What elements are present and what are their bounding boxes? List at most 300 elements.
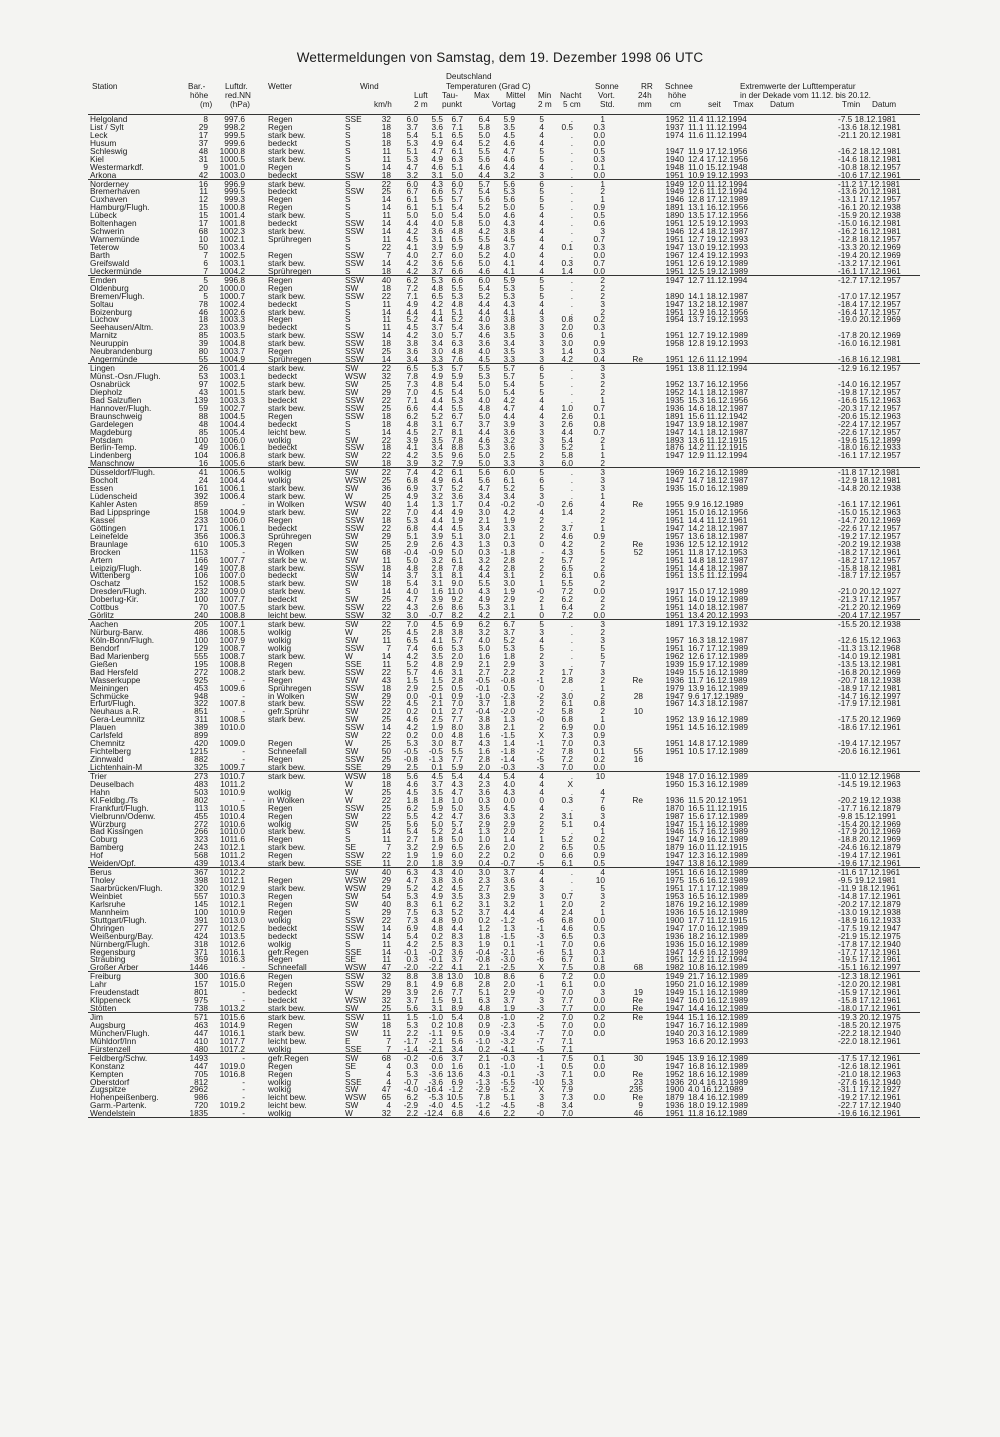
cell-wind-dir: SSW: [345, 602, 364, 613]
cell-rr: 0.0: [593, 129, 605, 140]
cell-wind-dir: SSW: [345, 346, 364, 357]
cell-rr: 2: [600, 690, 605, 701]
cell-temp-max: 6.8: [451, 1108, 463, 1119]
cell-bar-hoehe: 389: [194, 722, 208, 733]
cell-tmin: -20.3 17.12.1957: [838, 402, 901, 413]
cell-luftdruck: 1007.8: [219, 698, 245, 709]
cell-sonne: 2.6: [561, 418, 573, 429]
cell-temp-mittel: 4.3: [478, 738, 490, 749]
cell-tmax: 19.2 16.12.1989: [688, 898, 748, 909]
cell-wetter: stark bew.: [268, 402, 306, 413]
cell-temp-nacht: 2: [539, 514, 544, 525]
cell-tmax: 11.5 20.12.1951: [688, 794, 748, 805]
cell-temp-luft: 5.3: [406, 738, 418, 749]
cell-wind-dir: SSE: [345, 761, 362, 772]
cell-station: Zugspitze: [90, 1084, 126, 1095]
cell-wind-dir: S: [345, 121, 351, 132]
cell-tmin: -13.2 17.12.1961: [838, 257, 901, 268]
cell-station: Freiburg: [90, 971, 121, 982]
cell-sonne: 7.1: [561, 1068, 573, 1079]
cell-tmax: 15.0 16.12.1989: [688, 938, 748, 949]
cell-rr: 2: [600, 562, 605, 573]
cell-station: Mühldorf/Inn: [90, 1035, 137, 1046]
cell-bar-hoehe: 480: [194, 1043, 208, 1054]
cell-rr: 0.1: [593, 161, 605, 172]
cell-wind-speed: 14: [381, 826, 391, 837]
cell-temp-mittel: 0.2: [478, 914, 490, 925]
cell-temp-min: 0.1: [503, 938, 515, 949]
cell-temp-min: 2.2: [503, 666, 515, 677]
cell-sonne: 7.0: [561, 1027, 573, 1038]
cell-sonne: 0.8: [561, 314, 573, 325]
header-2m-b: 2 m: [538, 100, 552, 109]
cell-luftdruck: 1008.5: [219, 578, 245, 589]
cell-temp-min: 8.6: [503, 971, 515, 982]
cell-temp-nacht: 5: [539, 194, 544, 205]
cell-rr: 0.4: [593, 818, 605, 829]
cell-temp-nacht: 5: [539, 386, 544, 397]
cell-temp-nacht: 2: [539, 530, 544, 541]
cell-wind-speed: 14: [381, 650, 391, 661]
cell-wind-speed: 47: [381, 1084, 391, 1095]
cell-bar-hoehe: 42: [198, 169, 208, 180]
cell-temp-min: 3.3: [503, 522, 515, 533]
cell-wind-speed: 18: [381, 129, 391, 140]
cell-temp-min: 4.7: [503, 145, 515, 156]
cell-temp-luft: 4.6: [406, 714, 418, 725]
cell-tmax: 12.6 19.12.1989: [688, 257, 748, 268]
cell-wetter: Regen: [268, 1060, 293, 1071]
cell-wind-speed: 11: [382, 234, 391, 245]
cell-luftdruck: 1017.7: [219, 1035, 245, 1046]
cell-wind-speed: 22: [381, 698, 391, 709]
cell-wind-dir: S: [345, 178, 351, 189]
cell-temp-luft: 5.5: [406, 810, 418, 821]
cell-wetter: bedeckt: [268, 570, 298, 581]
cell-taupunkt: 3.9: [431, 530, 443, 541]
cell-temp-luft: 6.3: [406, 867, 418, 878]
cell-wind-speed: 11: [382, 314, 391, 325]
cell-temp-mittel: 0.3: [478, 794, 490, 805]
cell-temp-min: 3.6: [503, 442, 515, 453]
cell-taupunkt: 5.3: [431, 274, 443, 285]
cell-taupunkt: 4.2: [431, 883, 443, 893]
cell-luftdruck: 1002.5: [219, 249, 245, 260]
cell-wetter: Regen: [268, 346, 293, 357]
cell-taupunkt: -5.3: [428, 1092, 443, 1103]
cell-temp-max: 4.8: [451, 226, 463, 237]
cell-temp-mittel: 3.7: [478, 418, 490, 429]
cell-rr: 1: [600, 682, 605, 693]
cell-temp-min: 3.7: [503, 242, 515, 252]
cell-temp-mittel: 5.0: [478, 410, 490, 421]
cell-wind-dir: W: [345, 987, 353, 998]
cell-wind-dir: SSW: [345, 922, 364, 933]
cell-temp-luft: 1.4: [406, 499, 418, 509]
cell-sonne: 7.0: [561, 738, 573, 749]
cell-wind-speed: 22: [381, 619, 391, 630]
cell-wetter: Regen: [268, 971, 293, 982]
cell-temp-max: 8.3: [451, 938, 463, 949]
cell-wind-speed: 11: [382, 658, 391, 669]
cell-temp-max: 5.9: [451, 761, 463, 772]
cell-temp-nacht: 2: [539, 650, 544, 661]
cell-seit: 1952: [665, 1068, 684, 1079]
cell-sonne: .: [570, 274, 573, 285]
cell-temp-min: 4.0: [503, 778, 515, 789]
cell-tmax: 16.6 16.12.1989: [688, 867, 748, 878]
cell-wind-dir: SSE: [345, 858, 362, 869]
cell-temp-mittel: 6.0: [478, 274, 490, 285]
cell-wind-dir: SSW: [345, 402, 364, 413]
cell-temp-max: 5.7: [451, 634, 463, 645]
cell-rr: 2: [600, 458, 605, 469]
cell-luftdruck: 1012.1: [219, 875, 245, 886]
cell-wind-dir: S: [345, 298, 351, 309]
cell-temp-min: 1.9: [503, 586, 515, 597]
cell-tmax: 13.6 18.12.1987: [688, 530, 748, 541]
cell-temp-mittel: 0.4: [478, 858, 490, 869]
cell-temp-mittel: 1.3: [478, 826, 490, 837]
cell-seit: 1946: [665, 194, 684, 205]
cell-temp-min: 6.7: [503, 619, 515, 630]
cell-sonne: 7.3: [561, 730, 573, 741]
cell-bar-hoehe: 447: [194, 1027, 208, 1038]
cell-sonne: 6.9: [561, 722, 573, 733]
cell-tmax: 20.3 16.12.1989: [688, 1027, 748, 1038]
cell-temp-luft: 5.4: [406, 826, 418, 837]
cell-temp-min: 0.5: [503, 682, 515, 693]
cell-bar-hoehe: 161: [194, 483, 208, 494]
cell-rr: 3: [600, 619, 605, 630]
cell-sonne: 6.5: [561, 930, 573, 941]
cell-seit: 1947: [665, 298, 684, 309]
cell-taupunkt: 1.8: [431, 794, 443, 805]
cell-sonne: 2.0: [561, 898, 573, 909]
cell-wind-speed: 22: [381, 450, 391, 461]
cell-luftdruck: 1003.7: [219, 346, 245, 357]
cell-temp-luft: 5.3: [406, 890, 418, 901]
cell-temp-max: 5.4: [451, 1012, 463, 1022]
cell-tmin: -16.1 17.12.1957: [838, 450, 901, 461]
cell-temp-nacht: -3: [536, 1003, 544, 1014]
cell-temp-mittel: 5.2: [478, 249, 490, 260]
header-luftdr: Luftdr.: [225, 82, 248, 91]
cell-taupunkt: 4.2: [431, 810, 443, 821]
cell-seit: 1958: [665, 338, 684, 349]
cell-taupunkt: 4.2: [431, 298, 443, 309]
cell-tmin: -11.0 12.12.1968: [838, 770, 901, 781]
cell-station: Feldberg/Schw.: [90, 1052, 148, 1063]
header-rednn: red.NN: [225, 91, 251, 100]
cell-temp-mittel: 3.0: [478, 867, 490, 878]
cell-temp-luft: 7.0: [406, 386, 418, 397]
cell-taupunkt: 4.1: [431, 306, 443, 317]
cell-rr: 2: [600, 186, 605, 197]
cell-sonne: .: [570, 770, 573, 781]
cell-seit: 1890: [665, 290, 684, 301]
cell-bar-hoehe: 555: [194, 650, 208, 661]
cell-bar-hoehe: 801: [194, 987, 208, 998]
cell-temp-mittel: 3.3: [478, 890, 490, 901]
cell-sonne: 7.0: [561, 1019, 573, 1030]
cell-luftdruck: 1015.6: [219, 1012, 245, 1022]
header-bar: Bar.-: [188, 82, 206, 91]
header-nacht: Nacht: [560, 91, 582, 100]
cell-temp-nacht: 1: [539, 834, 544, 845]
cell-sonne: 6.6: [561, 850, 573, 861]
cell-temp-max: 3.5: [451, 890, 463, 901]
cell-wind-speed: 25: [381, 1003, 391, 1014]
cell-wind-dir: SW: [345, 730, 359, 741]
cell-tmax: 20.4 16.12.1989: [688, 1076, 748, 1087]
cell-temp-nacht: 4: [539, 210, 544, 221]
cell-seit: 1891: [665, 202, 684, 213]
cell-seit: 1946: [665, 826, 684, 837]
cell-wetter: stark bew.: [268, 491, 306, 502]
cell-temp-mittel: 5.0: [478, 257, 490, 268]
cell-tmin: -17.9 20.12.1969: [838, 826, 901, 837]
cell-temp-min: 5.9: [503, 114, 515, 124]
cell-temp-luft: 5.1: [406, 530, 418, 541]
cell-temp-luft: 5.1: [406, 145, 418, 156]
cell-temp-mittel: 7.8: [478, 1092, 490, 1103]
cell-wind-speed: 25: [381, 378, 391, 389]
cell-temp-max: 4.8: [451, 730, 463, 741]
cell-luftdruck: 1003.9: [219, 322, 245, 333]
cell-temp-mittel: 4.2: [478, 226, 490, 237]
cell-wind-speed: 22: [381, 730, 391, 741]
cell-temp-max: 1.6: [451, 1060, 463, 1071]
cell-rr: 3: [600, 890, 605, 901]
cell-station: Bremerhaven: [90, 186, 140, 197]
cell-wetter: gefr.Sprühr: [268, 706, 310, 717]
cell-temp-min: -2.0: [500, 706, 515, 717]
cell-luftdruck: 1002.4: [219, 298, 245, 309]
cell-tmin: -14.8 20.12.1938: [838, 483, 901, 494]
cell-wind-dir: SW: [345, 594, 359, 605]
cell-temp-luft: 3.6: [406, 346, 418, 357]
cell-rr: 0.8: [593, 418, 605, 429]
cell-wind-speed: 32: [381, 995, 391, 1006]
cell-temp-min: 1.9: [503, 514, 515, 525]
cell-luftdruck: 999.5: [224, 186, 245, 197]
cell-temp-min: 3.5: [503, 883, 515, 893]
cell-bar-hoehe: 106: [194, 570, 208, 581]
cell-wind-dir: S: [345, 129, 351, 140]
cell-tmin: -13.3 20.12.1969: [838, 242, 901, 252]
cell-sonne: 6.1: [561, 858, 573, 869]
cell-sonne: 3.4: [561, 1100, 573, 1111]
cell-temp-mittel: 1.6: [478, 650, 490, 661]
cell-station: Bad Kissingen: [90, 826, 144, 837]
header-wind: Wind: [360, 82, 379, 91]
cell-tmax: 12.7 11.12.1994: [688, 274, 748, 285]
cell-sonne: 6.5: [561, 842, 573, 853]
cell-tmax: 13.2 18.12.1987: [688, 298, 748, 309]
cell-station: Düsseldorf/Flugh.: [90, 467, 156, 478]
cell-rr: 0.3: [593, 346, 605, 357]
cell-sonne: 6.7: [561, 954, 573, 965]
cell-temp-mittel: 4.8: [478, 242, 490, 252]
cell-tmin: -19.5 17.12.1961: [838, 954, 901, 965]
cell-wetter: stark bew.: [268, 483, 306, 494]
cell-luftdruck: 1008.7: [219, 650, 245, 661]
cell-seit: 1876: [665, 442, 684, 453]
cell-wind-dir: W: [345, 1108, 353, 1119]
cell-rr: 0.2: [593, 314, 605, 325]
cell-wetter: in Wolken: [268, 546, 305, 557]
cell-luftdruck: 1010.5: [219, 802, 245, 813]
cell-wetter: stark bew.: [268, 1012, 306, 1022]
cell-temp-luft: 3.0: [406, 610, 418, 621]
cell-taupunkt: 4.6: [431, 666, 443, 677]
cell-wetter: gefr.Regen: [268, 1052, 309, 1063]
header-hoehe: höhe: [190, 91, 209, 100]
cell-station: Berlin-Temp.: [90, 442, 137, 453]
cell-wetter: Regen: [268, 850, 293, 861]
cell-temp-max: 6.9: [451, 1076, 463, 1087]
cell-wind-dir: SW: [345, 282, 359, 293]
cell-seit: 1969: [665, 467, 684, 478]
cell-taupunkt: 4.8: [431, 378, 443, 389]
cell-taupunkt: 4.4: [431, 514, 443, 525]
cell-bar-hoehe: 166: [194, 554, 208, 565]
cell-bar-hoehe: 100: [194, 594, 208, 605]
cell-rr: 1: [600, 450, 605, 461]
cell-temp-nacht: -0: [536, 1108, 544, 1119]
header-temperaturen: Temperaturen (Grad C): [446, 82, 531, 91]
cell-tmin: -18.6 17.12.1961: [838, 722, 901, 733]
cell-temp-luft: 4.1: [406, 242, 418, 252]
cell-schnee: Re: [632, 499, 643, 509]
cell-sonne: 4.6: [561, 530, 573, 541]
cell-temp-min: 5.2: [503, 483, 515, 494]
cell-temp-nacht: 2: [539, 554, 544, 565]
cell-seit: 1935: [665, 394, 684, 405]
cell-seit: 1951: [665, 306, 684, 317]
cell-wind-dir: SW: [345, 1003, 359, 1014]
cell-luftdruck: 1001.0: [219, 161, 245, 172]
cell-bar-hoehe: 483: [194, 778, 208, 789]
cell-wind-dir: S: [345, 826, 351, 837]
cell-tmax: 14.8 17.12.1989: [688, 738, 748, 749]
cell-wind-dir: SSE: [345, 1043, 362, 1054]
cell-temp-luft: 5.6: [406, 1003, 418, 1014]
cell-taupunkt: -16.4: [424, 1084, 443, 1095]
cell-tmax: 14.0 18.12.1987: [688, 602, 748, 613]
cell-bar-hoehe: 610: [194, 538, 208, 549]
cell-tmax: 15.3 16.12.1989: [688, 778, 748, 789]
cell-tmin: -17.7 17.12.1961: [838, 946, 901, 957]
cell-wind-speed: 22: [381, 506, 391, 517]
cell-tmin: -14.8 17.12.1961: [838, 890, 901, 901]
cell-sonne: .: [570, 394, 573, 405]
cell-temp-mittel: 2.1: [478, 962, 490, 973]
cell-sonne: 2.8: [561, 674, 573, 685]
cell-rr: 0.7: [593, 234, 605, 245]
cell-tmax: 13.8 11.12.1994: [688, 363, 748, 374]
cell-temp-nacht: 3: [539, 418, 544, 429]
cell-temp-mittel: 4.7: [478, 483, 490, 494]
cell-taupunkt: 5.2: [431, 410, 443, 421]
cell-tmax: 17.0 16.12.1989: [688, 770, 748, 781]
cell-temp-min: 1.8: [503, 650, 515, 661]
cell-wetter: Sprühregen: [268, 265, 312, 276]
cell-wetter: Sprühregen: [268, 530, 312, 541]
cell-sonne: 0.5: [561, 121, 573, 132]
cell-wind-dir: SW: [345, 1027, 359, 1038]
cell-taupunkt: 4.3: [431, 178, 443, 189]
cell-wind-speed: 14: [381, 194, 391, 205]
cell-wind-dir: SSW: [345, 257, 364, 268]
cell-taupunkt: 3.1: [431, 418, 443, 429]
cell-tmax: 15.6 11.12.1942: [688, 410, 748, 421]
cell-bar-hoehe: 323: [194, 834, 208, 845]
cell-temp-min: 6.0: [503, 467, 515, 478]
cell-wetter: bedeckt: [268, 186, 298, 197]
cell-rr: 0.1: [593, 410, 605, 421]
cell-station: Lingen: [90, 363, 115, 374]
header-tmin: Tmin: [842, 100, 861, 109]
cell-sonne: .: [570, 234, 573, 245]
cell-wetter: stark bew.: [268, 386, 306, 397]
cell-bar-hoehe: 24: [198, 475, 208, 486]
cell-wind-dir: SW: [345, 458, 359, 469]
cell-temp-luft: -1.7: [403, 1035, 418, 1046]
cell-luftdruck: 1008.8: [219, 610, 245, 621]
cell-bar-hoehe: 37: [198, 137, 208, 148]
cell-taupunkt: 3.2: [431, 491, 443, 502]
cell-station: Hannover/Flugh.: [90, 402, 152, 413]
cell-station: Lahr: [90, 979, 107, 990]
cell-temp-max: 5.4: [451, 322, 463, 333]
cell-taupunkt: -1.1: [428, 1027, 443, 1038]
cell-tmin: -20.6 15.12.1963: [838, 410, 901, 421]
cell-wind-speed: 14: [381, 226, 391, 237]
cell-temp-luft: 5.2: [406, 883, 418, 893]
cell-bar-hoehe: 233: [194, 514, 208, 525]
cell-tmax: 18.0 19.12.1989: [688, 1100, 748, 1111]
cell-sonne: 5.8: [561, 450, 573, 461]
cell-rr: 0.3: [593, 930, 605, 941]
cell-wind-dir: S: [345, 210, 351, 221]
cell-wind-speed: 29: [381, 761, 391, 772]
cell-taupunkt: 0.2: [431, 1019, 443, 1030]
cell-temp-luft: 5.0: [406, 210, 418, 221]
cell-luftdruck: 1016.3: [219, 954, 245, 965]
cell-bar-hoehe: 113: [194, 802, 208, 813]
cell-wind-speed: 25: [381, 475, 391, 486]
cell-tmax: 13.5 11.12.1994: [688, 570, 748, 581]
cell-taupunkt: 4.9: [431, 890, 443, 901]
cell-temp-nacht: 2: [539, 450, 544, 461]
cell-wetter: gefr.Regen: [268, 946, 309, 957]
cell-tmax: 14.1 18.12.1987: [688, 426, 748, 437]
cell-luftdruck: 1010.7: [219, 770, 245, 781]
cell-temp-max: 6.6: [451, 274, 463, 285]
cell-rr: 0.0: [593, 722, 605, 733]
cell-temp-mittel: 5.2: [478, 137, 490, 148]
cell-tmin: -24.6 16.12.1879: [838, 842, 901, 853]
cell-seit: 1951: [665, 169, 684, 180]
cell-temp-max: 8.1: [451, 570, 463, 581]
cell-temp-mittel: 4.2: [478, 562, 490, 573]
cell-temp-nacht: 4: [539, 161, 544, 172]
cell-seit: 1936: [665, 1076, 684, 1087]
cell-temp-mittel: 4.6: [478, 1108, 490, 1119]
cell-rr: 6: [600, 802, 605, 813]
